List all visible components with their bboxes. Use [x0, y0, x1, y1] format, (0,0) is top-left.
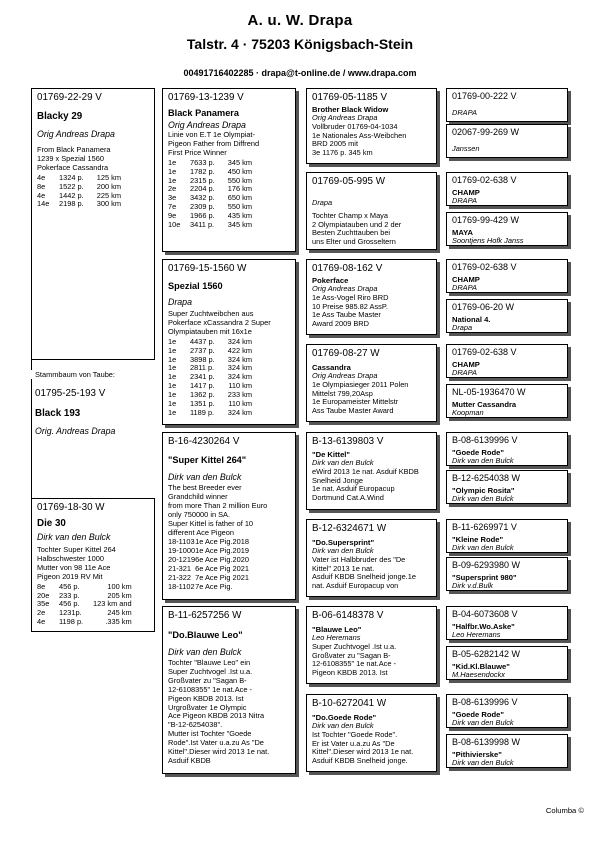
sire-dam-performance	[168, 338, 252, 418]
performance-row	[168, 221, 252, 230]
gen3-box-3	[306, 259, 437, 335]
gen4-ring-5: 01769-02-638 V	[452, 262, 517, 272]
performance-cell: 176 km	[227, 184, 252, 194]
gen4-ring-7: 01769-02-638 V	[452, 347, 517, 357]
performance-cell: 7e	[168, 202, 177, 212]
gen4-box-7	[446, 344, 568, 378]
gen4-box-9	[446, 432, 568, 466]
gen3-name-8: "Do.Goede Rode"	[312, 713, 377, 722]
gen4-box-11	[446, 519, 568, 553]
performance-cell: 7633 p.	[190, 157, 215, 167]
gen4-breeder-5: DRAPA	[452, 283, 477, 292]
gen3-box-1	[306, 88, 437, 164]
gen4-ring-1: 01769-00-222 V	[452, 91, 517, 101]
performance-cell: 1324 p.	[59, 172, 84, 182]
performance-cell: 435 km	[227, 211, 252, 221]
performance-cell: 110 km	[228, 399, 252, 409]
performance-cell: 14e	[37, 199, 50, 209]
dam-dam-name: "Do.Blauwe Leo"	[168, 630, 243, 640]
gen4-breeder-3: DRAPA	[452, 196, 477, 205]
sire-performance	[37, 174, 121, 210]
gen3-box-5	[306, 432, 437, 510]
gen3-ring-5: B-13-6139803 V	[312, 436, 384, 447]
gen4-box-1	[446, 88, 568, 122]
performance-cell: 205 km	[107, 590, 132, 600]
sire-dam-description: Super Zuchtweibchen aus Pokerface xCassandra 2 Super Olympiatauben mit 16x1e	[168, 309, 271, 336]
dam-ring: 01769-18-30 W	[37, 502, 105, 513]
gen3-name-7: "Blauwe Leo"	[312, 625, 362, 634]
performance-cell: 3e	[168, 193, 177, 203]
performance-cell: 2737 p.	[190, 345, 215, 355]
performance-cell: 7e Ace Pig.	[195, 581, 233, 591]
gen4-box-15	[446, 694, 568, 728]
performance-cell: 200 km	[96, 181, 121, 191]
gen4-name-12: "Supersprint 980"	[452, 573, 517, 582]
performance-cell: 450 km	[227, 166, 252, 176]
performance-cell: 3898 p.	[190, 354, 215, 364]
gen4-name-6: National 4.	[452, 315, 491, 324]
gen3-ring-8: B-10-6272041 W	[312, 698, 387, 709]
performance-cell: 1e	[168, 372, 177, 382]
sire-ring: 01769-22-29 V	[37, 92, 102, 103]
performance-cell: 1e Ace Pig.2018	[195, 537, 249, 547]
gen4-name-7: CHAMP	[452, 360, 480, 369]
dam-dam-breeder: Dirk van den Bulck	[168, 647, 242, 657]
gen4-ring-14: B-05-6282142 W	[452, 649, 521, 659]
gen4-ring-15: B-08-6139996 V	[452, 697, 518, 707]
performance-cell: 1e	[168, 157, 177, 167]
sire-name: Blacky 29	[37, 111, 83, 122]
performance-cell: 1e	[168, 381, 177, 391]
performance-cell: 18-1102	[168, 581, 195, 591]
performance-cell: 1e	[168, 166, 177, 176]
gen4-ring-4: 01769-99-429 W	[452, 215, 520, 225]
performance-cell: 6e Ace Pig 2021	[195, 564, 249, 574]
performance-cell: 20-1219	[168, 555, 196, 565]
performance-cell: 3411 p.	[190, 220, 215, 230]
gen4-box-4	[446, 212, 568, 246]
gen3-breeder-3: Orig Andreas Drapa	[312, 284, 378, 293]
performance-cell: 233 p.	[59, 590, 80, 600]
dam-sire-performance	[168, 538, 277, 591]
performance-cell: 324 km	[227, 336, 252, 346]
gen3-name-6: "Do.Supersprint"	[312, 538, 375, 547]
dam-performance	[37, 583, 132, 628]
gen4-name-3: CHAMP	[452, 188, 480, 197]
dam-sire-ring: B-16-4230264 V	[168, 436, 240, 447]
performance-cell: 2e	[168, 184, 177, 194]
subject-breeder: Orig. Andreas Drapa	[35, 426, 116, 436]
performance-cell: 2315 p.	[190, 175, 215, 185]
gen4-box-16	[446, 734, 568, 768]
gen3-name-5: "De Kittel"	[312, 450, 351, 459]
gen3-ring-2: 01769-05-995 W	[312, 176, 385, 187]
performance-cell: 3432 p.	[190, 193, 215, 203]
gen4-breeder-7: DRAPA	[452, 368, 477, 377]
breeder-title: A. u. W. Drapa	[247, 12, 353, 29]
performance-cell: 4e	[37, 617, 46, 627]
gen4-box-5	[446, 259, 568, 293]
gen4-name-14: "Kid.Kl.Blauwe"	[452, 662, 510, 671]
gen4-name-10: "Olympic Rosita"	[452, 486, 515, 495]
gen4-ring-6: 01769-06-20 W	[452, 302, 515, 312]
gen3-description-4: 1e Olympiasieger 2011 Polen Mittelst 799,20Asp 1e Europameister Mittelstr Ass Taube Master Award	[312, 379, 409, 416]
performance-cell: 1e	[168, 354, 177, 364]
dam-sire-name: "Super Kittel 264"	[168, 455, 247, 465]
performance-cell: 2309 p.	[190, 202, 215, 212]
performance-cell: 100 km	[107, 581, 132, 591]
gen4-name-11: "Kleine Rode"	[452, 535, 504, 544]
performance-cell: 1e Ace Pig.2019	[195, 546, 249, 556]
performance-row	[37, 618, 132, 627]
performance-cell: 650 km	[227, 193, 252, 203]
gen4-breeder-4: Soontjens Hofk Janss	[452, 236, 524, 245]
performance-cell: 550 km	[227, 175, 252, 185]
gen4-breeder-8: Koopman	[452, 408, 484, 417]
sire-description: From Black Panamera 1239 x Spezial 1560 Pokerface Cassandra	[37, 145, 111, 172]
gen4-ring-16: B-08-6139998 W	[452, 737, 521, 747]
gen3-box-8	[306, 694, 437, 772]
performance-cell: 225 km	[96, 190, 121, 200]
gen4-name-9: "Goede Rode"	[452, 448, 504, 457]
performance-cell: 345 km	[227, 157, 252, 167]
performance-cell: 1198 p.	[59, 617, 84, 627]
gen3-breeder-8: Dirk van den Bulck	[312, 721, 374, 730]
performance-cell: 4437 p.	[190, 336, 215, 346]
sire-dam-ring: 01769-15-1560 W	[168, 263, 247, 274]
performance-row	[168, 583, 277, 592]
gen4-box-12	[446, 557, 568, 591]
performance-cell	[249, 556, 277, 565]
subject-ring: 01795-25-193 V	[35, 388, 106, 399]
gen3-box-6	[306, 519, 437, 597]
gen3-name-3: Pokerface	[312, 276, 349, 285]
performance-cell: 125 km	[96, 172, 121, 182]
gen4-breeder-10: Dirk van den Bulck	[452, 494, 514, 503]
sire-dam-breeder: Drapa	[168, 297, 192, 307]
sire-sire-description: Linie von E.T 1e Olympiat- Pigeon Father from Diffrend First Price Winner	[168, 130, 260, 157]
sire-sire-ring: 01769-13-1239 V	[168, 92, 244, 103]
performance-cell: 1417 p.	[190, 381, 215, 391]
subject-block	[35, 384, 155, 437]
gen3-box-7	[306, 606, 437, 684]
performance-cell: 1e	[168, 390, 177, 400]
sire-breeder: Orig Andreas Drapa	[37, 129, 115, 139]
gen3-description-7: Super Zuchtvogel .Ist u.a. Großvater zu "Sagan B- 12-6108355" 1e nat.Ace - Pigeon KBDB 2013. Ist	[312, 641, 397, 678]
gen4-breeder-12: Dirk v.d.Bulk	[452, 581, 493, 590]
gen4-box-13	[446, 606, 568, 640]
gen4-breeder-6: Drapa	[452, 323, 473, 332]
performance-cell: 10e	[168, 220, 181, 230]
stammbaum-label: Stammbaum von Taube:	[31, 370, 155, 379]
gen4-box-6	[446, 299, 568, 333]
gen3-breeder-5: Dirk van den Bulck	[312, 458, 374, 467]
gen3-description-3: 1e Ass-Vogel Riro BRD 10 Preise 985.82 AssP. 1e Ass Taube Master Award 2009 BRD	[312, 292, 389, 329]
performance-cell: 2e	[37, 608, 46, 618]
gen4-box-8	[446, 384, 568, 418]
performance-cell: 20e	[37, 590, 50, 600]
performance-cell	[249, 583, 277, 592]
performance-cell: 123 km and	[93, 599, 132, 609]
gen4-name-4: MAYA	[452, 228, 473, 237]
dam-box	[31, 498, 155, 632]
breeder-contact: 00491716402285 · drapa@t-online.de / www.drapa.com	[183, 68, 417, 78]
performance-cell: 110 km	[228, 381, 252, 391]
subject-name: Black 193	[35, 408, 81, 419]
gen3-ring-1: 01769-05-1185 V	[312, 92, 387, 103]
performance-cell: 6e Ace Pig.2020	[195, 555, 249, 565]
performance-cell	[249, 538, 277, 547]
gen3-description-6: Vater ist Halbbruder des "De Kittel" 2013 1e nat. Asduif KBDB Snelheid jonge.1e nat. Asduif Europacup von	[312, 554, 416, 591]
performance-cell: 9e	[168, 211, 177, 221]
sire-box	[31, 88, 155, 360]
gen3-box-2	[306, 172, 437, 250]
gen4-breeder-9: Dirk van den Bulck	[452, 456, 514, 465]
gen3-breeder-2: Drapa	[312, 198, 333, 207]
performance-cell: 19-1000	[168, 546, 196, 556]
performance-cell: 35e	[37, 599, 50, 609]
performance-cell: 1522 p.	[59, 181, 84, 191]
performance-cell: 8e	[37, 181, 46, 191]
performance-cell: 21-321	[168, 564, 192, 574]
performance-cell: 1e	[168, 345, 177, 355]
sire-sire-breeder: Orig Andreas Drapa	[168, 120, 246, 130]
gen3-description-1: Vollbruder 01769-04-1034 1e Nationales Ass-Weibchen BRD 2005 mit 3e 1176 p. 345 km	[312, 121, 407, 158]
dam-dam-ring: B-11-6257256 W	[168, 610, 242, 621]
gen3-ring-3: 01769-08-162 V	[312, 263, 383, 274]
gen4-breeder-14: M.Haesendockx	[452, 670, 505, 679]
gen3-description-2: Tochter Champ x Maya 2 Olympiatauben und 2 der Besten Zuchttauben bei uns Elter und Grosseltern	[312, 210, 402, 247]
sire-dam-box	[162, 259, 296, 425]
gen3-name-1: Brother Black Widow	[312, 105, 389, 114]
gen4-breeder-2: Janssen	[452, 144, 480, 153]
performance-cell: 1e	[168, 399, 177, 409]
dam-sire-description: The best Breeder ever Grandchild winner from more Than 2 million Euro only 750000 in SA. Super Kittel is father of 10 different Ace Pigeon	[168, 483, 268, 537]
gen4-box-10	[446, 470, 568, 504]
columba-footer: Columba ©	[545, 806, 584, 815]
sire-dam-name: Spezial 1560	[168, 281, 223, 291]
performance-row	[37, 200, 121, 209]
dam-name: Die 30	[37, 518, 66, 529]
performance-cell: .335 km	[105, 617, 132, 627]
performance-cell: 8e	[37, 581, 46, 591]
gen4-ring-10: B-12-6254038 W	[452, 473, 521, 483]
sire-sire-box	[162, 88, 296, 252]
gen4-box-3	[446, 172, 568, 206]
gen3-name-4: Cassandra	[312, 363, 351, 372]
performance-cell: 1442 p.	[59, 190, 84, 200]
performance-cell: 456 p.	[59, 599, 80, 609]
performance-cell: 2198 p.	[59, 199, 84, 209]
gen3-description-5: eWird 2013 1e nat. Asduif KBDB Snelheid Jonge 1e nat. Asduif Europacup Dortmund Cat.A.Wind	[312, 466, 419, 503]
gen4-name-5: CHAMP	[452, 275, 480, 284]
gen3-ring-7: B-06-6148378 V	[312, 610, 384, 621]
dam-breeder: Dirk van den Bulck	[37, 532, 111, 542]
gen3-ring-4: 01769-08-27 W	[312, 348, 380, 359]
performance-cell: 245 km	[107, 608, 132, 618]
gen3-box-4	[306, 344, 437, 422]
performance-cell: 1782 p.	[190, 166, 215, 176]
performance-cell: 422 km	[227, 345, 252, 355]
performance-cell: 233 km	[227, 390, 252, 400]
performance-cell: 1e	[168, 175, 177, 185]
performance-cell: 324 km	[227, 363, 252, 373]
gen4-ring-2: 02067-99-269 W	[452, 127, 520, 137]
performance-cell: 1231p.	[59, 608, 82, 618]
gen4-box-14	[446, 646, 568, 680]
gen3-breeder-1: Orig Andreas Drapa	[312, 113, 378, 122]
gen4-breeder-1: DRAPA	[452, 108, 477, 117]
gen4-breeder-11: Dirk van den Bulck	[452, 543, 514, 552]
gen4-ring-12: B-09-6293980 W	[452, 560, 521, 570]
performance-cell: 1189 p.	[190, 407, 215, 417]
gen4-ring-3: 01769-02-638 V	[452, 175, 517, 185]
dam-sire-breeder: Dirk van den Bulck	[168, 472, 242, 482]
gen4-ring-8: NL-05-1936470 W	[452, 387, 526, 397]
performance-cell	[249, 574, 277, 583]
performance-cell: 1362 p.	[190, 390, 215, 400]
performance-cell: 345 km	[227, 220, 252, 230]
sire-sire-performance	[168, 159, 252, 230]
gen4-breeder-15: Dirk van den Bulck	[452, 718, 514, 727]
performance-cell: 550 km	[227, 202, 252, 212]
gen4-ring-11: B-11-6269971 V	[452, 522, 517, 532]
performance-cell: 7e Ace Pig 2021	[195, 573, 249, 583]
performance-cell: 2204 p.	[190, 184, 215, 194]
performance-cell: 456 p.	[59, 581, 80, 591]
gen3-breeder-7: Leo Heremans	[312, 633, 361, 642]
gen4-breeder-16: Dirk van den Bulck	[452, 758, 514, 767]
performance-cell: 324 km	[227, 372, 252, 382]
performance-cell: 1351 p.	[190, 399, 215, 409]
performance-cell: 1e	[168, 363, 177, 373]
performance-cell: 1e	[168, 407, 177, 417]
dam-dam-description: Tochter "Blauwe Leo" ein Super Zuchtvogel .Ist u.a. Großvater zu "Sagan B- 12-6108355" 1e nat.Ace - Pigeon KBDB 2013. Ist Urgroßvater 1e Olympic Ace Pigeon KBDB 2013 Nitra "B-12-6254038". Mutter ist Tochter "Goede Rode".Ist Vater u.a.zu As "De Kittel".Dieser wird 2013 1e nat. Asduif KBDB	[168, 658, 270, 765]
sire-sire-name: Black Panamera	[168, 108, 239, 118]
gen4-name-16: "Pithivierske"	[452, 750, 502, 759]
dam-description: Tochter Super Kittel 264 Halbschwester 1000 Mutter von 98 11e Ace Pigeon 2019 RV Mit	[37, 545, 116, 581]
performance-cell: 2341 p.	[190, 372, 215, 382]
gen3-breeder-4: Orig Andreas Drapa	[312, 371, 378, 380]
gen3-ring-6: B-12-6324671 W	[312, 523, 387, 534]
performance-cell: 324 km	[227, 407, 252, 417]
dam-dam-box	[162, 606, 296, 774]
performance-cell: 18-1103	[168, 537, 195, 547]
gen4-breeder-13: Leo Heremans	[452, 630, 501, 639]
gen4-ring-9: B-08-6139996 V	[452, 435, 518, 445]
performance-cell: 4e	[37, 172, 46, 182]
gen4-box-2	[446, 124, 568, 158]
performance-cell: 2811 p.	[190, 363, 215, 373]
performance-cell: 4e	[37, 190, 46, 200]
gen4-ring-13: B-04-6073608 V	[452, 609, 518, 619]
performance-cell	[249, 565, 277, 574]
dam-sire-box	[162, 432, 296, 600]
performance-cell	[249, 547, 277, 556]
gen3-description-8: Ist Tochter "Goede Rode". Er ist Vater u.a.zu As "De Kittel".Dieser wird 2013 1e nat. Asduif KBDB Snelheid jonge.	[312, 729, 414, 766]
gen4-name-13: "Halfbr.Wo.Aske"	[452, 622, 515, 631]
gen3-breeder-6: Dirk van den Bulck	[312, 546, 374, 555]
gen4-name-15: "Goede Rode"	[452, 710, 504, 719]
performance-row	[168, 409, 252, 418]
performance-cell: 21-322	[168, 573, 192, 583]
performance-cell: 324 km	[227, 354, 252, 364]
performance-cell: 1966 p.	[190, 211, 215, 221]
performance-cell: 300 km	[96, 199, 121, 209]
performance-cell: 1e	[168, 336, 177, 346]
breeder-address: Talstr. 4 · 75203 Königsbach-Stein	[186, 36, 414, 52]
gen4-name-8: Mutter Cassandra	[452, 400, 517, 409]
stammbaum-vertical-line	[31, 360, 32, 498]
